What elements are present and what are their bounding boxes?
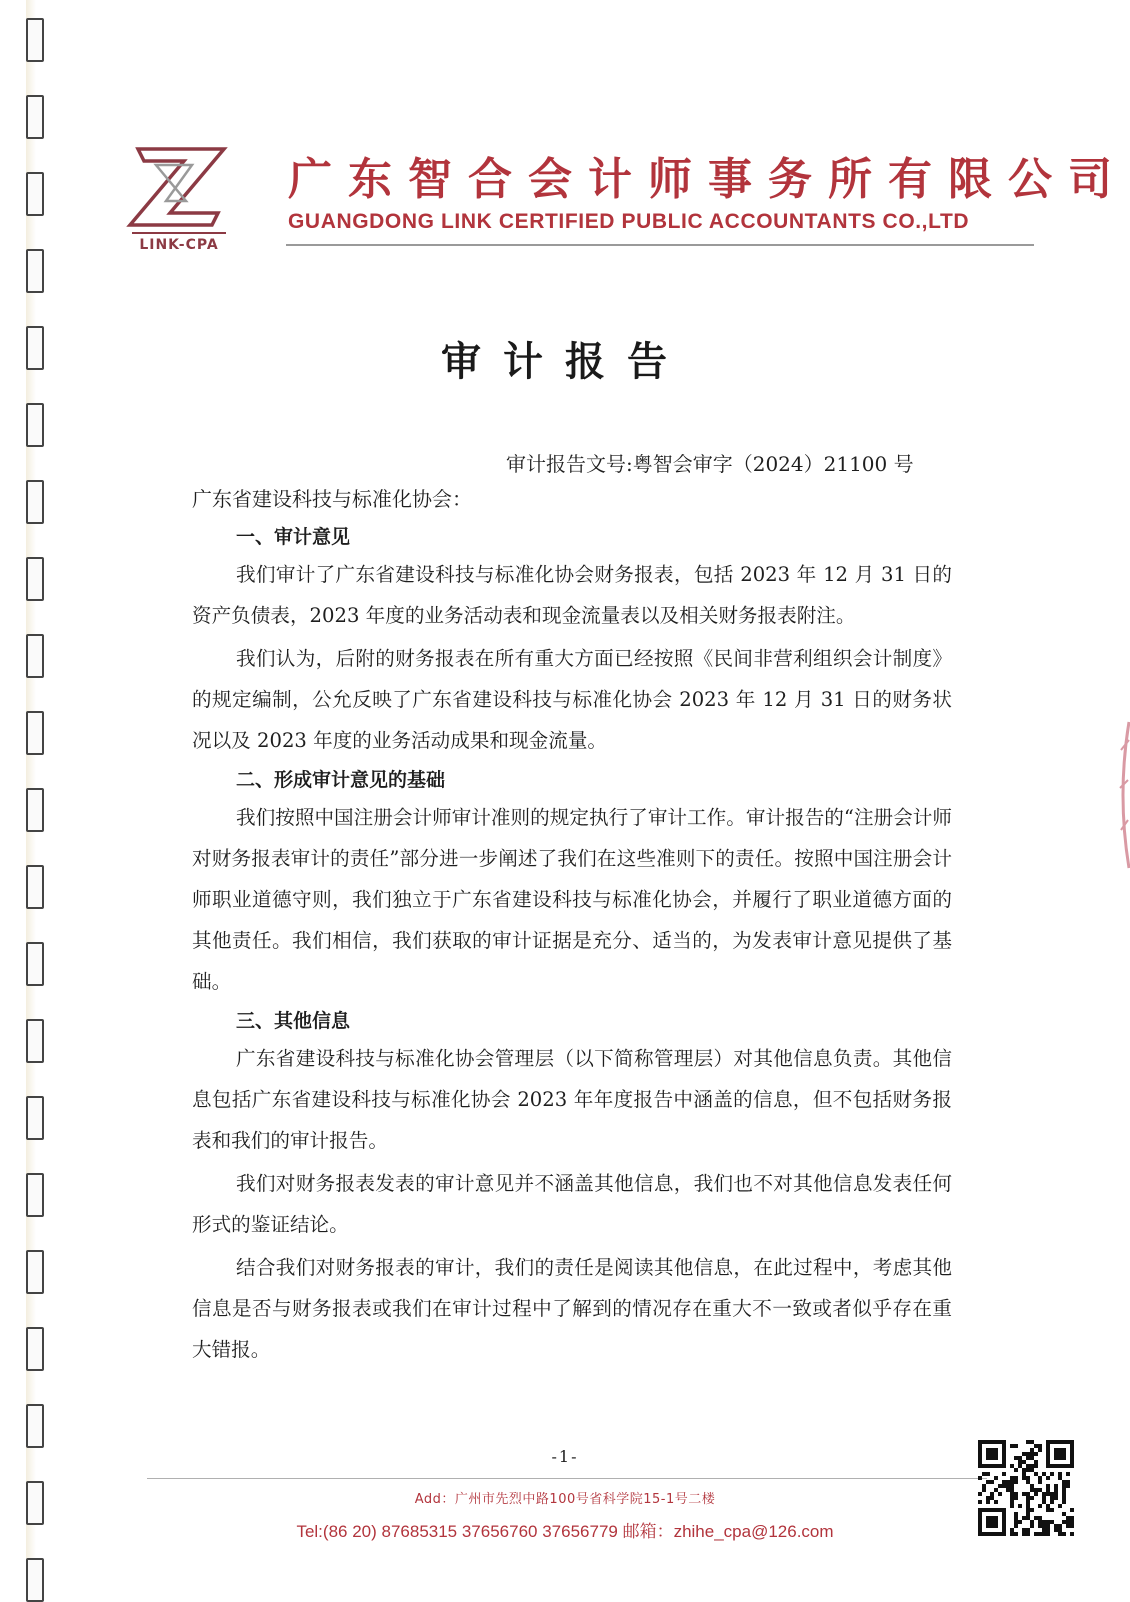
document-number: 审计报告文号:粤智会审字（2024）21100 号 <box>506 452 914 476</box>
page-number: -1- <box>551 1447 579 1466</box>
section-heading: 二、形成审计意见的基础 <box>236 769 446 791</box>
footer-address: Add：广州市先烈中路100号省科学院15-1号二楼 <box>414 1492 716 1507</box>
binding-hole <box>26 711 44 755</box>
binding-hole <box>26 557 44 601</box>
binding-holes <box>26 0 46 1600</box>
binding-hole <box>26 1019 44 1063</box>
paragraph: 我们认为，后附的财务报表在所有重大方面已经按照《民间非营利组织会计制度》的规定编制，公允反映了广东省建设科技与标准化协会 2023 年 12 月 31 日的财务状况以及 2023 年度的业务活动成果和现金流量。 <box>192 647 952 752</box>
binding-hole <box>26 249 44 293</box>
binding-hole <box>26 18 44 62</box>
stamp-fragment <box>1115 720 1130 870</box>
company-name-cn: 广东智合会计师事务所有限公司 <box>288 154 1128 205</box>
binding-hole <box>26 480 44 524</box>
binding-hole <box>26 1096 44 1140</box>
binding-hole <box>26 1404 44 1448</box>
report-body <box>192 520 952 1372</box>
paragraph: 广东省建设科技与标准化协会管理层（以下简称管理层）对其他信息负责。其他信息包括广东省建设科技与标准化协会 2023 年年度报告中涵盖的信息，但不包括财务报表和我们的审计报告。 <box>192 1047 952 1152</box>
section-heading: 三、其他信息 <box>236 1010 351 1032</box>
paragraph: 我们审计了广东省建设科技与标准化协会财务报表，包括 2023 年 12 月 31 日的资产负债表，2023 年度的业务活动表和现金流量表以及相关财务报表附注。 <box>192 563 952 627</box>
company-logo <box>126 145 232 259</box>
binding-hole <box>26 95 44 139</box>
binding-hole <box>26 1173 44 1217</box>
letterhead-divider <box>286 244 1034 246</box>
binding-hole <box>26 403 44 447</box>
binding-hole <box>26 1250 44 1294</box>
binding-hole <box>26 1327 44 1371</box>
logo-text: LINK-CPA <box>139 237 219 253</box>
addressee: 广东省建设科技与标准化协会： <box>192 487 472 511</box>
qr-code-icon <box>978 1440 1074 1536</box>
section-heading: 一、审计意见 <box>236 526 351 548</box>
document-title: 审计报告 <box>441 339 689 385</box>
paragraph: 我们按照中国注册会计师审计准则的规定执行了审计工作。审计报告的“注册会计师对财务报表审计的责任”部分进一步阐述了我们在这些准则下的责任。按照中国注册会计师职业道德守则，我们独立于广东省建设科技与标准化协会，并履行了职业道德方面的其他责任。我们相信，我们获取的审计证据是充分、适当的，为发表审计意见提供了基础。 <box>192 806 952 993</box>
footer-divider <box>147 1478 987 1479</box>
binding-hole <box>26 634 44 678</box>
binding-hole <box>26 172 44 216</box>
paragraph: 结合我们对财务报表的审计，我们的责任是阅读其他信息，在此过程中，考虑其他信息是否与财务报表或我们在审计过程中了解到的情况存在重大不一致或者似乎存在重大错报。 <box>192 1256 952 1361</box>
paragraph: 我们对财务报表发表的审计意见并不涵盖其他信息，我们也不对其他信息发表任何形式的鉴证结论。 <box>192 1172 952 1236</box>
binding-hole <box>26 788 44 832</box>
binding-hole <box>26 865 44 909</box>
company-logo-icon <box>126 145 232 237</box>
binding-hole <box>26 1558 44 1602</box>
footer-contact: Tel:(86 20) 87685315 37656760 37656779 邮箱：zhihe_cpa@126.com <box>296 1522 834 1541</box>
binding-hole <box>26 942 44 986</box>
company-name-en: GUANGDONG LINK CERTIFIED PUBLIC ACCOUNTANTS CO.,LTD <box>288 210 970 233</box>
